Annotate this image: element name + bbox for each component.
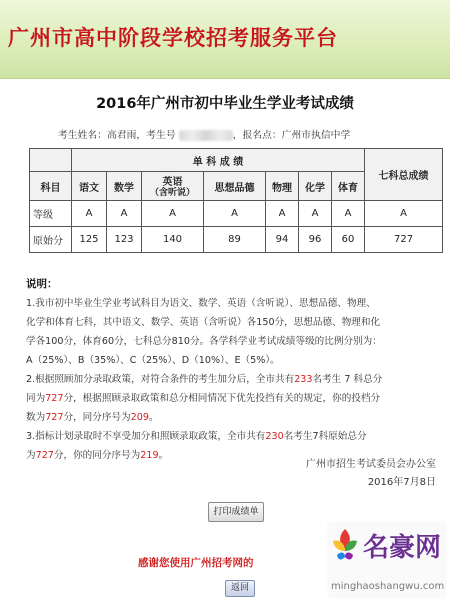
logo-petal [345, 553, 353, 560]
note-text: 。 [158, 450, 169, 461]
highlight-score: 727 [45, 412, 64, 423]
watermark [327, 521, 447, 599]
row-label: 原始分 [30, 227, 72, 253]
table-row-raw-score [30, 227, 443, 253]
redacted-id [179, 130, 233, 141]
highlight-count: 233 [294, 374, 313, 385]
notes-section [26, 275, 436, 465]
issuer-office: 广州市招生考试委员会办公室 [306, 459, 436, 470]
note-text: 为 [26, 450, 36, 461]
total-grade-cell: A [365, 201, 443, 227]
note-text: 名考生 7 科总分 [312, 374, 383, 385]
back-button[interactable]: 返回 [225, 580, 255, 597]
grade-cell: A [266, 201, 299, 227]
note-text: 分，同分序号为 [63, 412, 131, 423]
score-cell: 60 [332, 227, 365, 253]
note-text: 名考生7科原始总分 [283, 431, 367, 442]
subject-physics: 物理 [266, 172, 299, 201]
note-text: 数为 [26, 412, 46, 423]
issuer-block [266, 456, 436, 492]
highlight-score: 727 [35, 450, 54, 461]
score-table [29, 148, 443, 253]
note-text: 分，你的同分序号为 [53, 450, 141, 461]
grade-cell: A [204, 201, 266, 227]
note-text: 同为 [26, 393, 46, 404]
grade-cell: A [332, 201, 365, 227]
notes-title: 说明： [26, 278, 58, 290]
grade-cell: A [107, 201, 142, 227]
issue-date: 2016年7月8日 [367, 477, 436, 488]
grade-cell: A [142, 201, 204, 227]
note-line [26, 427, 436, 446]
highlight-rank: 209 [130, 412, 149, 423]
subject-morality: 思想品德 [204, 172, 266, 201]
table-row-grade [30, 201, 443, 227]
student-name: 考生姓名：高君雨 [58, 130, 137, 141]
registration-site: ，报名点：广州市执信中学 [232, 130, 351, 141]
score-cell: 96 [299, 227, 332, 253]
exam-title: 2016年广州市初中毕业生学业考试成绩 [96, 96, 354, 112]
subject-chinese: 语文 [72, 172, 107, 201]
grade-cell: A [72, 201, 107, 227]
site-title: 广州市高中阶段学校招考服务平台 [8, 25, 338, 50]
watermark-url: minghaoshangwu.com [331, 581, 445, 592]
print-score-button[interactable]: 打印成绩单 [208, 502, 264, 522]
note-line [26, 389, 436, 408]
watermark-name: 名豪网 [363, 533, 442, 563]
note-line: 化学和体育七科，其中语文、数学、英语（含听说）各150分，思想品德、物理和化 [26, 317, 381, 328]
note-line [26, 370, 436, 389]
note-line: 学各100分，体育60分，七科总分810分。各学科学业考试成绩等级的比例分别为： [26, 336, 382, 347]
total-header: 七科总成绩 [365, 149, 443, 201]
logo-petal [337, 553, 345, 560]
site-header-banner [0, 0, 450, 79]
score-cell: 125 [72, 227, 107, 253]
note-line: A（25%）、B（35%）、C（25%）、D（10%）、E（5%）。 [26, 355, 280, 366]
subject-pe: 体育 [332, 172, 365, 201]
student-id-label: ，考生号 [136, 130, 176, 141]
note-text: 分，根据照顾录取政策和总分相同情况下优先投挡有关的规定，你的投档分 [63, 393, 381, 404]
note-line [26, 408, 436, 427]
total-score-cell: 727 [365, 227, 443, 253]
note-text: 2.根据照顾加分录取政策，对符合条件的考生加分后，全市共有 [26, 374, 295, 385]
note-text: 3.指标计划录取时不享受加分和照顾录取政策，全市共有 [26, 431, 266, 442]
thanks-message: 感谢您使用广州招考网的 [138, 557, 254, 569]
subject-english-sub: （含听说） [149, 188, 195, 198]
score-cell: 94 [266, 227, 299, 253]
subject-english-label: 英语 [162, 177, 183, 188]
watermark-logo-icon [329, 525, 361, 569]
row-label: 等级 [30, 201, 72, 227]
grade-cell: A [299, 201, 332, 227]
subject-col-header: 科目 [30, 172, 72, 201]
highlight-count: 230 [265, 431, 284, 442]
table-header-blank [30, 149, 72, 172]
student-info [58, 127, 448, 141]
subject-english [142, 172, 204, 201]
score-cell: 89 [204, 227, 266, 253]
highlight-rank: 219 [140, 450, 159, 461]
note-line: 1.我市初中毕业生学业考试科目为语文、数学、英语（含听说）、思想品德、物理、 [26, 298, 376, 309]
subject-math: 数学 [107, 172, 142, 201]
subject-group-header: 单 科 成 绩 [72, 149, 365, 172]
highlight-score: 727 [45, 393, 64, 404]
score-cell: 140 [142, 227, 204, 253]
note-text: 。 [148, 412, 159, 423]
subject-chemistry: 化学 [299, 172, 332, 201]
score-cell: 123 [107, 227, 142, 253]
